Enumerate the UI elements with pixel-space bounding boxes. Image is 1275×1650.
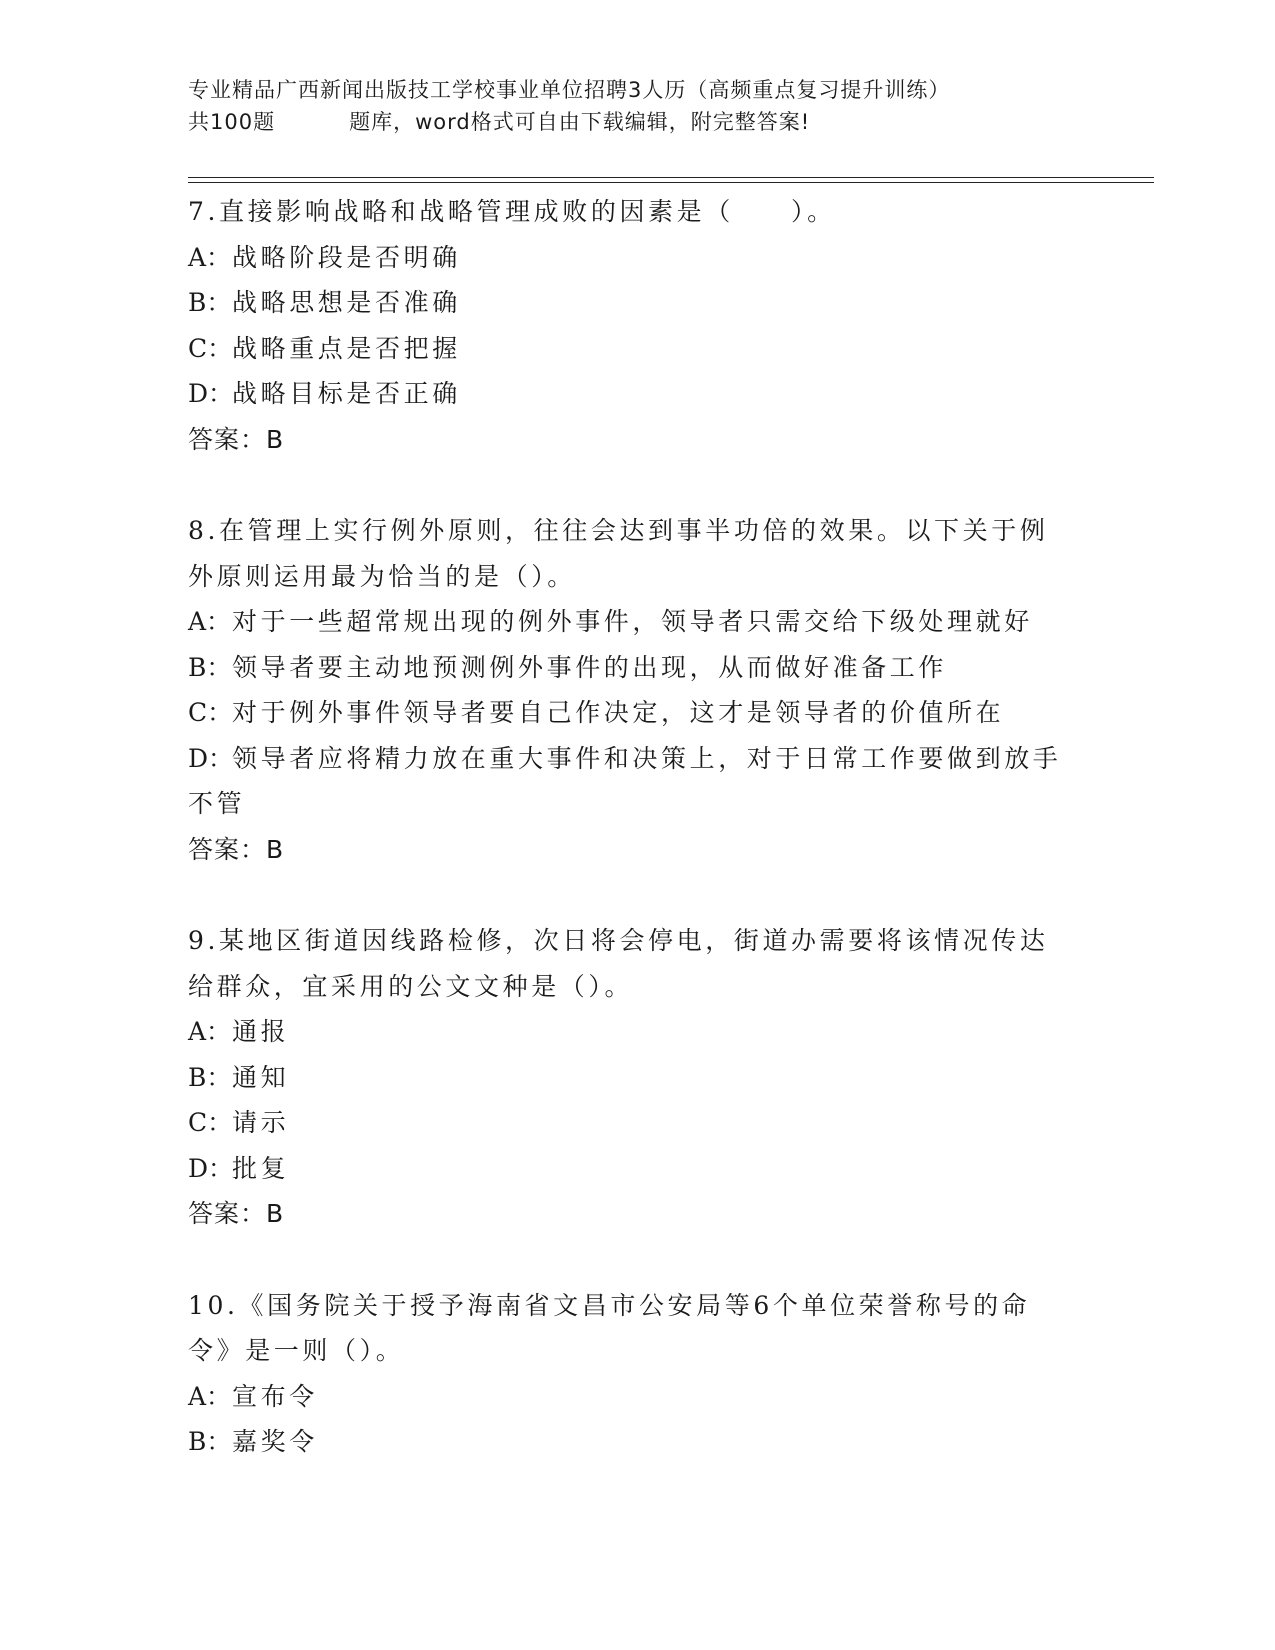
answer: 答案：B bbox=[188, 834, 285, 864]
option-text: 战略思想是否准确 bbox=[232, 288, 461, 317]
header-question-count: 共100题 bbox=[188, 110, 276, 134]
option-a bbox=[188, 1009, 1088, 1055]
option-text: 对于一些超常规出现的例外事件，领导者只需交给下级处理就好 bbox=[232, 607, 1033, 636]
option-key: C： bbox=[188, 1108, 233, 1137]
option-a bbox=[188, 1374, 1088, 1420]
header-divider-top bbox=[188, 177, 1154, 178]
option-text: 请示 bbox=[232, 1108, 290, 1137]
option-key: C： bbox=[188, 698, 233, 727]
option-text: 战略目标是否正确 bbox=[232, 379, 461, 408]
option-c bbox=[188, 326, 1088, 372]
option-d bbox=[188, 1146, 1088, 1192]
header-divider-bottom bbox=[188, 182, 1154, 183]
answer: 答案：B bbox=[188, 1199, 285, 1228]
option-a bbox=[188, 235, 1088, 281]
option-b bbox=[188, 1055, 1088, 1101]
option-c bbox=[188, 1100, 1088, 1146]
header-subtitle bbox=[188, 106, 1088, 138]
option-d bbox=[188, 371, 1088, 417]
answer: 答案：B bbox=[188, 424, 285, 454]
option-key: A： bbox=[188, 1017, 232, 1046]
option-text: 战略重点是否把握 bbox=[232, 333, 461, 363]
question-text: 7.直接影响战略和战略管理成败的因素是（ ）。 bbox=[188, 197, 836, 226]
page-header bbox=[188, 74, 1088, 138]
option-key: B： bbox=[188, 652, 232, 682]
option-key: D： bbox=[188, 379, 234, 408]
option-key: B： bbox=[188, 288, 232, 317]
option-c bbox=[188, 690, 1088, 736]
option-key: A： bbox=[188, 1381, 232, 1411]
option-text: 通报 bbox=[232, 1017, 290, 1046]
option-key: D： bbox=[188, 1153, 234, 1183]
option-text: 通知 bbox=[232, 1062, 290, 1092]
option-key: B： bbox=[188, 1427, 232, 1456]
option-text: 领导者要主动地预测例外事件的出现，从而做好准备工作 bbox=[232, 652, 948, 682]
question-text: 8.在管理上实行例外原则，往往会达到事半功倍的效果。以下关于例外原则运用最为恰当的是（）。 bbox=[188, 516, 1049, 591]
option-b bbox=[188, 1419, 1088, 1465]
question-text: 9.某地区街道因线路检修，次日将会停电，街道办需要将该情况传达给群众，宜采用的公文文种是（）。 bbox=[188, 926, 1049, 1001]
option-text: 宣布令 bbox=[232, 1381, 318, 1411]
option-b bbox=[188, 645, 1088, 691]
header-description: 题库，word格式可自由下载编辑，附完整答案! bbox=[349, 110, 811, 134]
option-text: 领导者应将精力放在重大事件和决策上，对于日常工作要做到放手不管 bbox=[188, 743, 1062, 818]
option-key: A： bbox=[188, 242, 232, 272]
option-text: 战略阶段是否明确 bbox=[232, 242, 461, 272]
option-d bbox=[188, 736, 1068, 827]
question-9 bbox=[188, 918, 1088, 1237]
option-key: C： bbox=[188, 333, 233, 363]
option-text: 嘉奖令 bbox=[232, 1427, 318, 1456]
option-text: 对于例外事件领导者要自己作决定，这才是领导者的价值所在 bbox=[232, 698, 1005, 727]
option-key: B： bbox=[188, 1062, 232, 1092]
question-list bbox=[188, 189, 1088, 1465]
option-text: 批复 bbox=[232, 1153, 290, 1183]
option-key: D： bbox=[188, 743, 234, 773]
option-b bbox=[188, 280, 1088, 326]
question-7 bbox=[188, 189, 1088, 462]
question-10 bbox=[188, 1283, 1088, 1465]
question-text: 10.《国务院关于授予海南省文昌市公安局等6个单位荣誉称号的命令》是一则（）。 bbox=[188, 1290, 1031, 1365]
question-8 bbox=[188, 508, 1088, 872]
header-title: 专业精品广西新闻出版技工学校事业单位招聘3人历（高频重点复习提升训练） bbox=[188, 78, 951, 102]
option-key: A： bbox=[188, 607, 232, 636]
option-a bbox=[188, 599, 1088, 645]
